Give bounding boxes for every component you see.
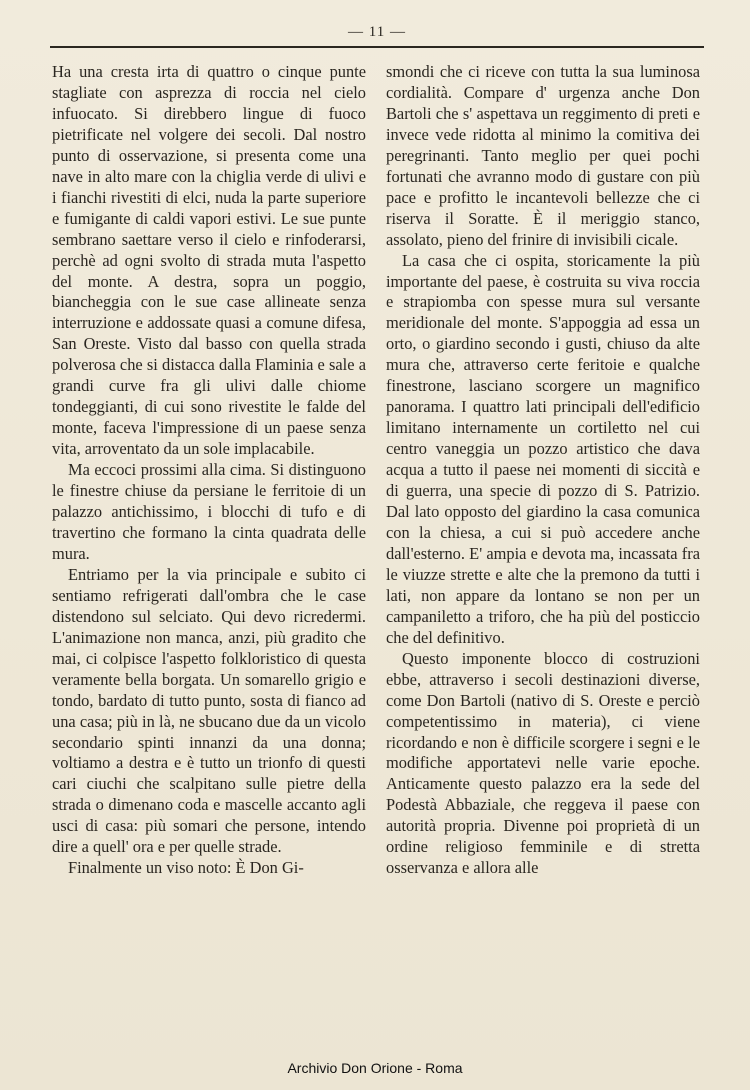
paragraph: smondi che ci riceve con tutta la sua luminosa cordialità. Compare d' urgenza anche Don Bartoli che s' aspettava un reggimento di preti e invece vede ridotta al minimo la comitiva dei peregrinanti. Tanto meglio per quei pochi fortunati che avranno modo di gustare con più pace e profitto le incantevoli bellezze che ci riserva il Soratte. È il meriggio stanco, assolato, pieno del frinire di invisibili cicale. [386,62,700,249]
page-number: — 11 — [348,24,406,40]
paragraph: Questo imponente blocco di costruzioni ebbe, attraverso i secoli destinazioni diverse, come Don Bartoli (nativo di S. Oreste e perciò competentissimo in materia), ci viene ricordando e non è difficile scorgere i segni e le modifiche apportatevi nelle varie epoche. Anticamente questo palazzo era la sede del Podestà Abbaziale, che reggeva il paese con autorità propria. Divenne poi proprietà di un ordine religioso femminile e di stretta osservanza e allora alle [386,648,700,878]
page-header [50,24,704,54]
header-rule [50,46,704,48]
paragraph: Entriamo per la via principale e subito ci sentiamo refrigerati dall'ombra che le case distendono sul selciato. Qui devo ricredermi. L'animazione non manca, anzi, più gradito che mai, ci colpisce l'aspetto folkloristico di questa veramente bella borgata. Un somarello grigio e tondo, bardato di tutto punto, sosta di fianco ad una casa; più in là, ne sbucano due da un vicolo secondario spinti innanzi da una donna; voltiamo a destra e è tutto un trionfo di questi cari ciuchi che scalpitano sulle pietre della strada o dimenano coda e mascelle accanto agli usci di casa: più somari che persone, intendo dire a quell' ora e per quelle strade. [52,564,366,857]
paragraph: Finalmente un viso noto: È Don Gi- [68,858,304,878]
left-column [52,62,366,879]
right-column [386,62,700,879]
paragraph: Ma eccoci prossimi alla cima. Si distinguono le finestre chiuse da persiane le ferritoie di un palazzo antichissimo, i blocchi di tufo e di travertino che formano la cinta quadrata delle mura. [52,460,366,563]
archive-footer: Archivio Don Orione - Roma [287,1060,463,1076]
paragraph: Ha una cresta irta di quattro o cinque punte stagliate con asprezza di roccia nel cielo infuocato. Si direbbero lingue di fuoco pietrificate nel volgere dei secoli. Dal nostro punto di osservazione, si presenta come una nave in alto mare con la chiglia verde di ulivi e i fianchi rivestiti di elci, nuda la parte superiore e fumigante di caldi vapori estivi. Le sue punte sembrano saettare verso il cielo e rinfoderarsi, perchè ad ogni svolto di strada muta l'aspetto del monte. A destra, sopra un poggio, biancheggia con le sue case allineate senza interruzione e addossate quasi a comune difesa, San Oreste. Visto dal basso con quella strada polverosa che si distacca dalla Flaminia e sale a grandi curve fra gli ulivi dalle chiome tondeggianti, di cui sono rivestite le falde del monte, faceva l'impressione di un paese senza vita, arroventato da un sole implacabile. [52,62,366,459]
paragraph: La casa che ci ospita, storicamente la più importante del paese, è costruita su viva roccia e strapiomba con spesse mura sul versante meridionale del monte. S'appoggia ad essa un orto, o giardino secondo i gusti, chiuso da alte mura che, attraverso certe feritoie e qualche finestrone, lasciano scorgere un magnifico panorama. I quattro lati principali dell'edificio limitano internamente un cortiletto nel cui centro vaneggia un pozzo artistico che dava acqua a tutto il paese nei momenti di siccità e di guerra, una specie di pozzo di S. Patrizio. Dal lato opposto del giardino la casa comunica con la chiesa, a cui si può accedere anche dall'esterno. E' ampia e devota ma, incassata fra le viuzze strette e alte che la premono da tutti i lati, non appare da lontano se non per un campaniletto a triforo, che ha più del posticcio che del definitivo. [386,250,700,647]
